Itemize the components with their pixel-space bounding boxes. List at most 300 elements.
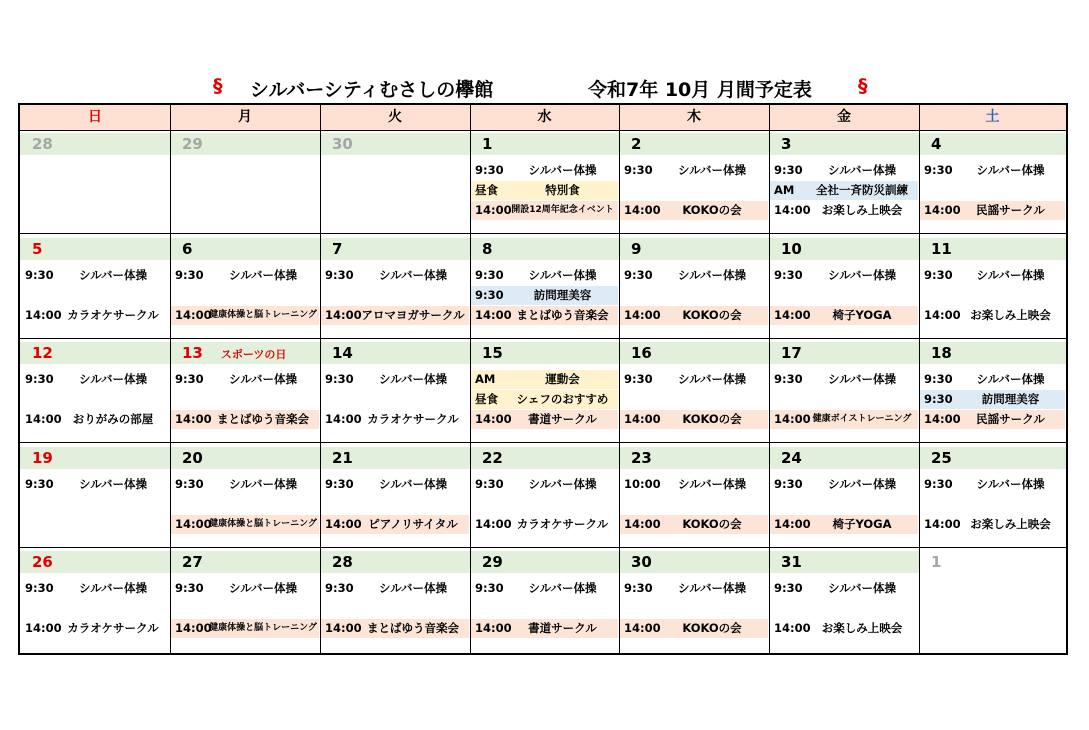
day-cell [919, 130, 1066, 233]
day-cell [919, 235, 1066, 338]
event-item [620, 370, 768, 389]
event-label: シルバー体操 [528, 267, 597, 282]
event-time: 14:00 [325, 621, 362, 636]
date-number [482, 238, 492, 260]
day-cell [20, 444, 170, 547]
event-time: 14:00 [175, 516, 212, 531]
event-time: 14:00 [25, 621, 62, 636]
event-item [920, 475, 1065, 494]
event-item [471, 370, 618, 389]
event-label: 開設12周年記念イベント [511, 205, 614, 215]
day-cell [320, 548, 470, 652]
event-item [620, 161, 768, 180]
event-label: KOKOの会 [682, 621, 742, 636]
event-label: 健康体操と脳トレーニング [209, 309, 317, 320]
date-number [931, 238, 952, 260]
event-time: 14:00 [475, 307, 512, 322]
event-label: 全社一斉防災訓練 [816, 183, 908, 197]
date-number [182, 342, 286, 364]
event-label: シルバー体操 [976, 476, 1045, 491]
date-number-text: 20 [182, 448, 203, 467]
column-divider [769, 105, 770, 653]
event-label: シルバー体操 [828, 581, 896, 596]
monthly-calendar [18, 103, 1068, 655]
event-label: シルバー体操 [229, 372, 297, 387]
event-item [321, 515, 469, 534]
event-item [770, 619, 918, 638]
event-time: 9:30 [175, 372, 204, 387]
date-number [631, 238, 641, 260]
event-item [920, 266, 1065, 285]
day-cell [470, 548, 619, 652]
event-time: 9:30 [175, 581, 204, 596]
day-cell [320, 444, 470, 547]
event-label: シルバー体操 [678, 476, 746, 491]
date-bar [170, 238, 320, 260]
event-item [471, 306, 618, 325]
event-item [171, 370, 319, 389]
event-label: シルバー体操 [976, 267, 1045, 282]
event-time: 14:00 [624, 516, 661, 531]
date-number-text: 8 [482, 239, 493, 258]
event-time: 9:30 [325, 267, 354, 282]
event-item [620, 619, 768, 638]
day-cell [170, 339, 320, 442]
day-cell [470, 130, 619, 233]
event-time: 9:30 [25, 581, 54, 596]
event-item [171, 619, 319, 638]
date-number [631, 447, 652, 469]
event-item [21, 266, 169, 285]
event-time: 14:00 [624, 621, 661, 636]
event-label: ピアノリサイタル [368, 516, 458, 531]
event-time: 14:00 [25, 412, 62, 427]
event-item [620, 306, 768, 325]
date-number-text: 9 [631, 239, 642, 258]
event-time: 14:00 [624, 307, 661, 322]
event-time: 14:00 [924, 203, 961, 217]
event-label: カラオケサークル [516, 516, 609, 531]
date-number-text: 11 [931, 239, 952, 258]
event-time: 14:00 [325, 307, 362, 322]
date-number [332, 551, 353, 573]
date-number-text: 5 [32, 239, 43, 258]
event-item [171, 266, 319, 285]
event-time: 9:30 [774, 267, 803, 282]
event-item [770, 579, 918, 598]
week-row [20, 548, 1066, 652]
event-time: 9:30 [624, 581, 653, 596]
column-divider [619, 105, 620, 653]
event-time: 10:00 [624, 476, 661, 491]
event-time: 14:00 [924, 412, 961, 427]
event-time: 14:00 [624, 203, 661, 217]
event-label: KOKOの会 [682, 412, 742, 427]
event-item [321, 266, 469, 285]
date-number [931, 342, 952, 364]
event-item [171, 475, 319, 494]
event-item [321, 579, 469, 598]
event-label: まとばゆう音楽会 [516, 307, 609, 322]
event-item [920, 306, 1065, 325]
date-number-text: 26 [32, 553, 53, 572]
date-number [781, 342, 802, 364]
event-item [471, 286, 618, 305]
event-item [471, 181, 618, 200]
event-label: シルバー体操 [379, 581, 447, 596]
weekday-header: 土 [985, 109, 1000, 125]
date-number [631, 342, 652, 364]
event-label: 椅子YOGA [832, 516, 892, 531]
column-divider [170, 105, 171, 653]
weekday-header: 水 [537, 109, 552, 125]
date-number [781, 238, 802, 260]
date-number-text: 24 [781, 448, 802, 467]
event-label: シルバー体操 [678, 163, 746, 177]
date-bar [619, 133, 769, 155]
event-label: シルバー体操 [828, 163, 896, 177]
event-time: 14:00 [774, 516, 811, 531]
event-time: 9:30 [924, 163, 953, 177]
event-time: 9:30 [774, 163, 803, 177]
day-cell [170, 235, 320, 338]
weekday-header: 金 [837, 109, 851, 125]
event-label: おりがみの部屋 [72, 412, 154, 427]
date-number [182, 238, 192, 260]
day-cell [470, 339, 619, 442]
event-item [920, 201, 1065, 220]
event-label: シルバー体操 [678, 267, 746, 282]
event-item [620, 410, 768, 429]
event-time: 9:30 [325, 372, 354, 387]
date-number-text: 1 [482, 135, 493, 153]
event-item [321, 370, 469, 389]
event-time: 9:30 [924, 372, 953, 387]
section-mark-left: § [213, 75, 223, 97]
week-row [20, 235, 1066, 339]
event-label: シルバー体操 [678, 372, 746, 387]
section-mark-right: § [858, 75, 868, 97]
date-number [332, 342, 353, 364]
event-time: 9:30 [624, 372, 653, 387]
day-cell [919, 339, 1066, 442]
event-item [620, 201, 768, 220]
event-time: 9:30 [774, 581, 803, 596]
event-time: 9:30 [25, 476, 54, 491]
date-number [482, 133, 492, 155]
week-row [20, 339, 1066, 443]
date-number-text: 10 [781, 239, 802, 258]
event-item [471, 579, 618, 598]
date-number-text: 18 [931, 344, 952, 363]
event-time: 14:00 [325, 516, 362, 531]
weekday-header: 火 [388, 109, 402, 125]
event-item [770, 181, 918, 200]
date-number [781, 551, 802, 573]
event-time: 9:30 [624, 267, 653, 282]
day-cell [20, 548, 170, 652]
date-number [781, 447, 802, 469]
event-time: 14:00 [175, 621, 212, 636]
event-item [770, 515, 918, 534]
date-number-text: 17 [781, 344, 802, 363]
event-time: 9:30 [924, 267, 953, 282]
day-cell [470, 444, 619, 547]
date-number-text: 6 [182, 239, 193, 258]
week-row [20, 130, 1066, 234]
event-time: 昼食 [475, 392, 498, 407]
day-cell [20, 235, 170, 338]
day-cell [919, 444, 1066, 547]
event-time: 9:30 [475, 267, 504, 282]
date-number [631, 551, 652, 573]
event-label: カラオケサークル [67, 307, 159, 322]
event-item [920, 161, 1065, 180]
event-label: シルバー体操 [229, 267, 297, 282]
event-item [321, 306, 469, 325]
event-item [920, 370, 1065, 389]
event-label: 健康体操と脳トレーニング [209, 623, 317, 634]
event-time: 9:30 [325, 581, 354, 596]
event-time: 9:30 [25, 372, 54, 387]
event-time: 昼食 [475, 183, 498, 197]
date-number-text: 2 [631, 135, 642, 153]
event-label: まとばゆう音楽会 [217, 412, 309, 427]
day-cell [619, 339, 769, 442]
date-bar [20, 238, 170, 260]
event-time: 14:00 [774, 621, 811, 636]
date-number-text: 19 [32, 448, 53, 467]
event-item [770, 306, 918, 325]
event-label: アロマヨガサークル [361, 307, 465, 322]
event-item [920, 390, 1065, 409]
event-label: シルバー体操 [79, 476, 147, 491]
schedule-period: 令和7年 10月 月間予定表 [588, 79, 812, 101]
date-number [332, 133, 353, 155]
date-number [182, 133, 203, 155]
event-label: シルバー体操 [79, 581, 147, 596]
day-cell [170, 444, 320, 547]
event-time: 14:00 [624, 412, 661, 427]
weekday-header-row [20, 105, 1066, 131]
event-time: 14:00 [475, 621, 512, 636]
event-label: シルバー体操 [976, 163, 1045, 177]
holiday-label: スポーツの日 [220, 348, 287, 362]
date-number [781, 133, 791, 155]
event-item [21, 370, 169, 389]
date-number-text: 30 [332, 135, 353, 153]
event-item [471, 390, 618, 409]
date-number [482, 551, 503, 573]
event-time: 14:00 [774, 203, 811, 217]
event-time: 14:00 [924, 307, 961, 322]
date-number-text: 28 [332, 553, 353, 572]
event-label: シルバー体操 [828, 476, 896, 491]
event-item [620, 515, 768, 534]
event-label: シルバー体操 [678, 581, 746, 596]
date-number [32, 447, 53, 469]
event-label: お楽しみ上映会 [821, 621, 903, 636]
event-time: 14:00 [475, 412, 512, 427]
date-number [931, 447, 952, 469]
event-item [321, 619, 469, 638]
event-item [21, 410, 169, 429]
event-item [620, 475, 768, 494]
day-cell [619, 130, 769, 233]
event-time: 14:00 [774, 412, 811, 427]
event-label: お楽しみ上映会 [970, 516, 1051, 531]
date-number [182, 447, 203, 469]
event-label: シルバー体操 [79, 372, 147, 387]
event-label: KOKOの会 [682, 203, 742, 217]
event-item [171, 515, 319, 534]
day-cell [769, 339, 919, 442]
event-label: お楽しみ上映会 [821, 203, 903, 217]
event-item [21, 619, 169, 638]
event-label: カラオケサークル [67, 621, 159, 636]
day-cell [919, 548, 1066, 652]
event-label: 健康体操と脳トレーニング [209, 518, 317, 529]
event-label: 民謡サークル [976, 203, 1045, 217]
event-item [770, 201, 918, 220]
event-label: KOKOの会 [682, 307, 742, 322]
event-time: AM [774, 183, 795, 197]
event-time: 9:30 [624, 163, 653, 177]
event-label: 椅子YOGA [832, 307, 892, 322]
event-item [321, 475, 469, 494]
event-item [471, 410, 618, 429]
event-item [471, 475, 618, 494]
event-item [920, 515, 1065, 534]
date-number-text: 1 [931, 553, 942, 572]
date-number [32, 551, 53, 573]
event-item [21, 306, 169, 325]
event-item [471, 201, 618, 220]
event-label: カラオケサークル [367, 412, 459, 427]
date-number-text: 7 [332, 239, 343, 258]
weekday-header: 木 [687, 109, 701, 125]
event-label: シルバー体操 [528, 476, 597, 491]
event-item [770, 266, 918, 285]
event-item [21, 475, 169, 494]
date-number-text: 21 [332, 448, 353, 467]
event-label: 民謡サークル [976, 412, 1045, 427]
date-number-text: 22 [482, 448, 503, 467]
event-time: 14:00 [175, 412, 212, 427]
day-cell [320, 235, 470, 338]
event-item [920, 410, 1065, 429]
day-cell [769, 235, 919, 338]
day-cell [170, 548, 320, 652]
date-number-text: 25 [931, 448, 952, 467]
date-number [32, 238, 42, 260]
event-item [321, 410, 469, 429]
event-time: 9:30 [924, 392, 953, 407]
day-cell [320, 339, 470, 442]
day-cell [20, 339, 170, 442]
event-label: 書道サークル [528, 621, 597, 636]
calendar-title [0, 75, 1089, 103]
event-item [21, 579, 169, 598]
event-time: 14:00 [325, 412, 362, 427]
date-number [931, 551, 941, 573]
date-number [182, 551, 203, 573]
event-label: まとばゆう音楽会 [367, 621, 459, 636]
event-item [471, 161, 618, 180]
date-number [32, 342, 53, 364]
event-time: 14:00 [25, 307, 62, 322]
event-label: 運動会 [545, 372, 580, 387]
event-label: お楽しみ上映会 [970, 307, 1051, 322]
day-cell [769, 130, 919, 233]
day-cell [769, 444, 919, 547]
event-time: 14:00 [475, 203, 512, 217]
day-cell [619, 548, 769, 652]
event-time: AM [475, 372, 496, 387]
event-time: 9:30 [475, 163, 504, 177]
date-number-text: 13 [182, 344, 203, 363]
date-number [482, 342, 503, 364]
date-number-text: 15 [482, 344, 503, 363]
date-number [32, 133, 53, 155]
event-time: 14:00 [924, 516, 961, 531]
event-time: 9:30 [924, 476, 953, 491]
date-number-text: 14 [332, 344, 353, 363]
event-time: 14:00 [774, 307, 811, 322]
event-label: 特別食 [545, 183, 580, 197]
date-number-text: 12 [32, 344, 53, 363]
event-time: 14:00 [475, 516, 512, 531]
event-time: 9:30 [25, 267, 54, 282]
event-label: KOKOの会 [682, 516, 742, 531]
event-time: 9:30 [475, 581, 504, 596]
date-number-text: 16 [631, 344, 652, 363]
weekday-header: 日 [88, 109, 102, 125]
event-item [471, 266, 618, 285]
date-number-text: 31 [781, 553, 802, 572]
event-label: シルバー体操 [528, 581, 597, 596]
event-item [770, 161, 918, 180]
event-item [770, 410, 918, 429]
day-cell [320, 130, 470, 233]
event-label: シルバー体操 [379, 476, 447, 491]
date-number-text: 4 [931, 135, 942, 153]
event-item [620, 579, 768, 598]
event-label: シルバー体操 [79, 267, 147, 282]
day-cell [769, 548, 919, 652]
event-label: シルバー体操 [379, 372, 447, 387]
date-number-text: 3 [781, 135, 792, 153]
column-divider [320, 105, 321, 653]
event-label: シルバー体操 [828, 372, 896, 387]
date-number [332, 447, 353, 469]
event-label: シルバー体操 [976, 372, 1045, 387]
date-number-text: 29 [182, 135, 203, 153]
event-item [770, 370, 918, 389]
date-bar [619, 238, 769, 260]
date-number-text: 27 [182, 553, 203, 572]
date-number [482, 447, 503, 469]
event-item [171, 579, 319, 598]
event-label: 訪問理美容 [533, 287, 592, 302]
event-time: 14:00 [175, 307, 212, 322]
event-time: 9:30 [475, 287, 504, 302]
date-bar [320, 238, 470, 260]
date-number-text: 28 [32, 135, 53, 153]
event-item [471, 515, 618, 534]
event-item [471, 619, 618, 638]
day-cell [170, 130, 320, 233]
